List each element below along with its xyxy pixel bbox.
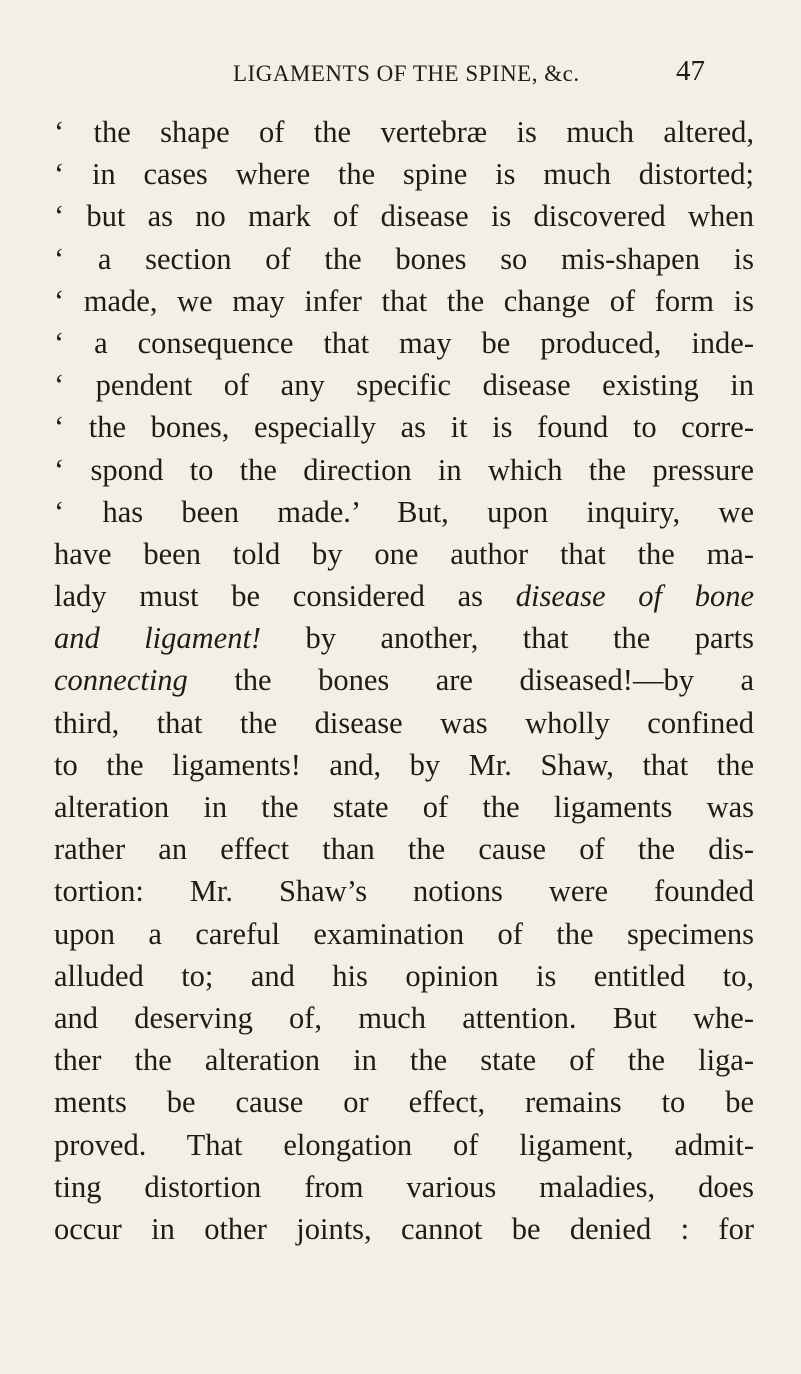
text-line: ‘ has been made.’ But, upon inquiry, we <box>54 494 754 529</box>
text-line: ‘ in cases where the spine is much distorted; <box>54 157 754 192</box>
italic-phrase: and ligament! <box>54 621 262 656</box>
text-line-italic <box>54 617 754 659</box>
text-line: alteration in the state of the ligaments was <box>54 790 754 824</box>
text-line: have been told by one author that the ma- <box>54 536 754 571</box>
text-line: ‘ spond to the direction in which the pressure <box>54 452 754 487</box>
body-text <box>54 111 754 1250</box>
text-line: tortion: Mr. Shaw’s notions were founded <box>54 874 754 909</box>
page-header <box>0 55 801 95</box>
text-line: to the ligaments! and, by Mr. Shaw, that the <box>54 747 754 782</box>
text-line: occur in other joints, cannot be denied : for <box>54 1211 754 1246</box>
text-segment: by another, that the parts <box>261 621 754 656</box>
text-line: ‘ pendent of any specific disease existing in <box>54 368 754 403</box>
text-line: and deserving of, much attention. But whe- <box>54 1000 754 1035</box>
text-segment: lady must be considered as <box>54 579 516 614</box>
text-line: ‘ made, we may infer that the change of form is <box>54 283 754 318</box>
text-segment: the bones are diseased!—by a <box>187 663 754 698</box>
page-number: 47 <box>676 55 705 87</box>
text-line: ting distortion from various maladies, does <box>54 1169 754 1204</box>
text-line: upon a careful examination of the specimens <box>54 916 754 951</box>
text-line: ‘ a consequence that may be produced, inde- <box>54 325 754 360</box>
text-line: alluded to; and his opinion is entitled to, <box>54 958 754 993</box>
text-line: ‘ the shape of the vertebræ is much altered, <box>54 115 754 149</box>
text-line: ‘ a section of the bones so mis-shapen is <box>54 241 754 276</box>
text-line: ther the alteration in the state of the liga- <box>54 1043 754 1078</box>
text-line: ments be cause or effect, remains to be <box>54 1085 754 1120</box>
italic-phrase: disease of bone <box>515 579 754 614</box>
running-title: LIGAMENTS OF THE SPINE, &c. <box>233 61 580 86</box>
text-line-italic <box>54 659 754 701</box>
text-line: proved. That elongation of ligament, admit- <box>54 1127 754 1162</box>
text-line: rather an effect than the cause of the dis- <box>54 832 754 867</box>
text-line: ‘ the bones, especially as it is found to corre- <box>54 410 754 445</box>
text-line: third, that the disease was wholly confined <box>54 705 754 740</box>
text-line: ‘ but as no mark of disease is discovered when <box>54 199 754 234</box>
text-line-italic <box>54 575 754 617</box>
italic-phrase: connecting <box>54 663 188 698</box>
